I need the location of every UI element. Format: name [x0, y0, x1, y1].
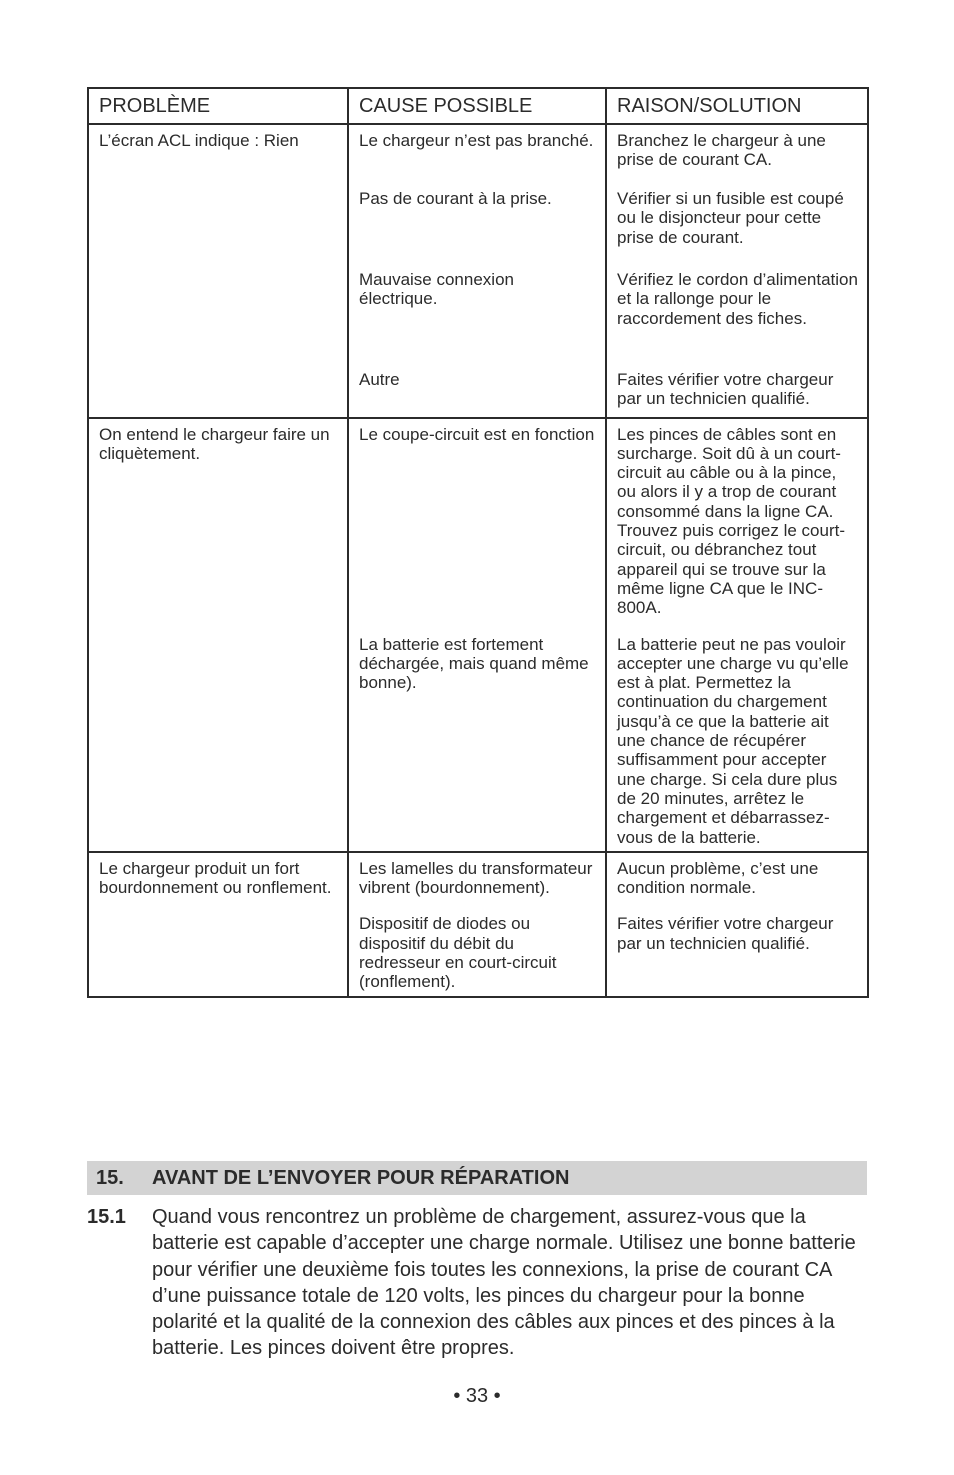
problem-cell: On entend le chargeur faire un cliquètement. [88, 418, 348, 852]
header-problem: PROBLÈME [88, 88, 348, 124]
cause-cell: Le coupe-circuit est en fonction [348, 418, 606, 635]
cause-cell: Pas de courant à la prise. [348, 189, 606, 270]
solution-cell: Vérifiez le cordon d’alimentation et la rallonge pour le raccordement des fiches. [606, 270, 868, 370]
cause-cell: Les lamelles du transformateur vibrent (bourdonnement). [348, 852, 606, 915]
solution-cell: Vérifier si un fusible est coupé ou le disjoncteur pour cette prise de courant. [606, 189, 868, 270]
section-heading-bar [87, 1161, 867, 1195]
table-row [88, 124, 868, 189]
troubleshooting-table [87, 87, 869, 998]
cause-cell: Le chargeur n’est pas branché. [348, 124, 606, 189]
problem-cell: L’écran ACL indique : Rien [88, 124, 348, 418]
solution-cell: Aucun problème, c’est une condition normale. [606, 852, 868, 915]
table-row [88, 418, 868, 635]
header-cause: CAUSE POSSIBLE [348, 88, 606, 124]
troubleshooting-table-container [87, 87, 867, 998]
paragraph-number: 15.1 [87, 1206, 126, 1228]
section-number: 15. [96, 1167, 124, 1189]
page-number: • 33 • [453, 1385, 501, 1407]
paragraph-text: Quand vous rencontrez un problème de chargement, assurez-vous que la batterie est capable d’accepter une charge normale. Utilisez une bonne batterie pour vérifier une deuxième fois toutes les connexions, la prise de courant CA d’une puissance totale de 120 volts, les pinces du chargeur pour la bonne polarité et la qualité de la connexion des câbles aux pinces et des pinces à la batterie. Les pinces doivent être propres. [152, 1206, 856, 1360]
cause-cell: Dispositif de diodes ou dispositif du débit du redresseur en court-circuit (ronflement). [348, 914, 606, 996]
solution-cell: Branchez le chargeur à une prise de courant CA. [606, 124, 868, 189]
table-row [88, 852, 868, 915]
table-header-row [88, 88, 868, 124]
header-solution: RAISON/SOLUTION [606, 88, 868, 124]
solution-cell: La batterie peut ne pas vouloir accepter une charge vu qu’elle est à plat. Permettez la continuation du chargement jusqu’à ce que la batterie ait une chance de récupérer suffisamment pour accepter une charge. Si cela dure plus de 20 minutes, arrêtez le chargement et débarrassez-vous de la batterie. [606, 635, 868, 852]
cause-cell: Mauvaise connexion électrique. [348, 270, 606, 370]
section-title: AVANT DE L’ENVOYER POUR RÉPARATION [152, 1167, 570, 1189]
solution-cell: Faites vérifier votre chargeur par un technicien qualifié. [606, 370, 868, 418]
solution-cell: Faites vérifier votre chargeur par un technicien qualifié. [606, 914, 868, 996]
cause-cell: Autre [348, 370, 606, 418]
solution-cell: Les pinces de câbles sont en surcharge. Soit dû à un court-circuit au câble ou à la pince, ou alors il y a trop de courant consommé dans la ligne CA. Trouvez puis corrigez le court-circuit, ou débranchez tout appareil qui se trouve sur la même ligne CA que le INC-800A. [606, 418, 868, 635]
cause-cell: La batterie est fortement déchargée, mais quand même bonne). [348, 635, 606, 852]
problem-cell: Le chargeur produit un fort bourdonnement ou ronflement. [88, 852, 348, 997]
